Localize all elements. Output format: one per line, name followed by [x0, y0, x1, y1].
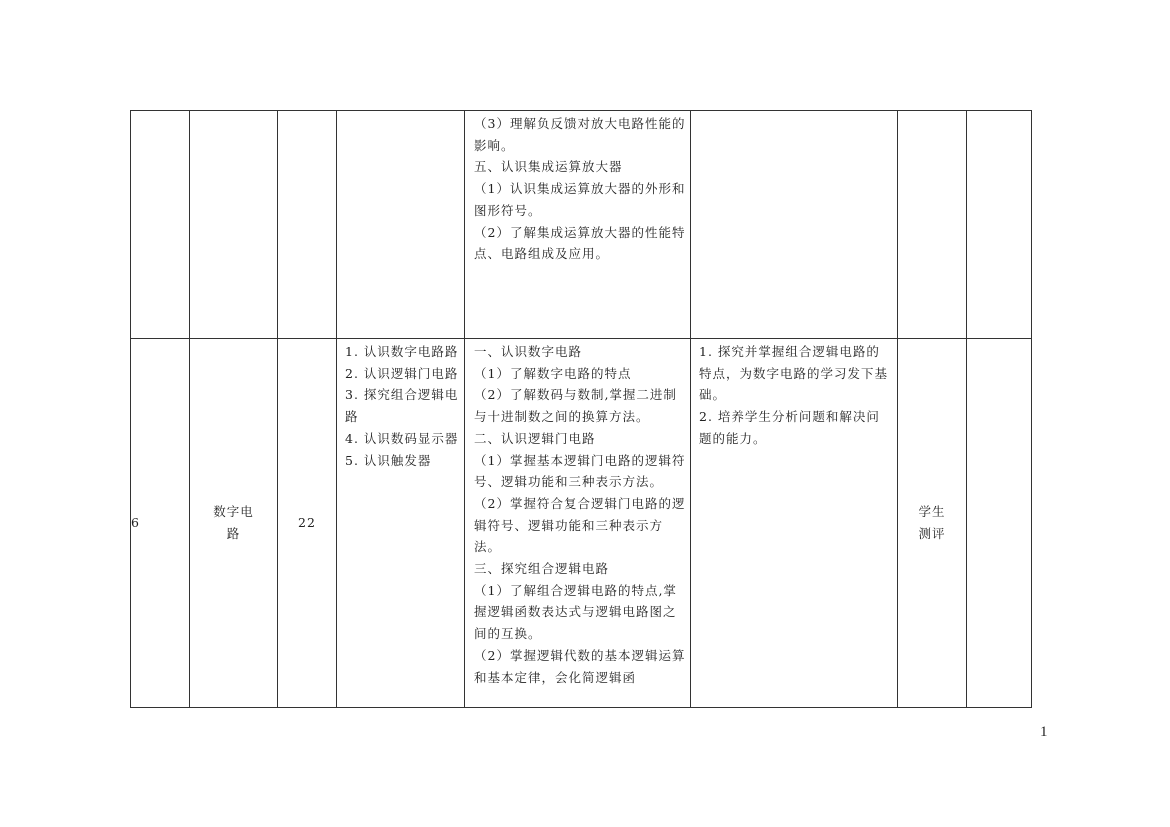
- cell-goals: [691, 111, 898, 339]
- cell-hours: 22: [278, 339, 337, 708]
- goal-item: 1. 探究并掌握组合逻辑电路的特点，为数字电路的学习发下基础。: [699, 344, 889, 403]
- content-line: 三、探究组合逻辑电路: [474, 561, 610, 577]
- cell-goals: [691, 339, 898, 708]
- content-line: （3）理解负反馈对放大电路性能的影响。: [474, 116, 686, 153]
- cell-hours: [278, 111, 337, 339]
- topic-item: 3. 探究组合逻辑电路: [345, 387, 459, 425]
- content-line: （1）了解组合逻辑电路的特点,掌握逻辑函数表达式与逻辑电路图之间的互换。: [474, 582, 677, 642]
- syllabus-table: [130, 110, 1032, 708]
- topic-item: 2. 认识逻辑门电路: [345, 365, 459, 381]
- content-line: （2）了解集成运算放大器的性能特点、电路组成及应用。: [474, 224, 686, 262]
- content-line: 二、认识逻辑门电路: [474, 430, 596, 446]
- goal-item: 2. 培养学生分析问题和解决问题的能力。: [699, 409, 880, 446]
- content-line: （2）掌握符合复合逻辑门电路的逻辑符号、逻辑功能和三种表示方法。: [474, 495, 686, 555]
- page-number: 1: [1040, 724, 1048, 740]
- cell-notes: [967, 111, 1032, 339]
- content-line: （2）掌握逻辑代数的基本逻辑运算和基本定律，会化简逻辑函: [474, 647, 686, 685]
- cell-assessment: [898, 111, 967, 339]
- cell-number: [131, 111, 190, 339]
- content-line: （1）认识集成运算放大器的外形和图形符号。: [474, 181, 686, 218]
- content-line: （1）了解数字电路的特点: [474, 365, 632, 381]
- topic-item: 1. 认识数字电路路: [345, 344, 459, 359]
- cell-topics: [337, 339, 465, 708]
- topic-item: 4. 认识数码显示器: [345, 430, 459, 446]
- cell-assessment: 学生测评: [898, 339, 967, 708]
- cell-content: [465, 339, 691, 708]
- content-line: 五、认识集成运算放大器: [474, 159, 623, 175]
- cell-number: 6: [131, 339, 190, 708]
- cell-content: [465, 111, 691, 339]
- table-row: [131, 339, 1032, 708]
- cell-notes: [967, 339, 1032, 708]
- cell-name: 数字电路: [190, 339, 278, 708]
- cell-name: [190, 111, 278, 339]
- topic-item: 5. 认识触发器: [345, 452, 432, 468]
- content-line: （2）了解数码与数制,掌握二进制与十进制数之间的换算方法。: [474, 387, 677, 425]
- content-line: 一、认识数字电路: [474, 344, 583, 359]
- cell-topics: [337, 111, 465, 339]
- table-row: [131, 111, 1032, 339]
- content-line: （1）掌握基本逻辑门电路的逻辑符号、逻辑功能和三种表示方法。: [474, 452, 686, 490]
